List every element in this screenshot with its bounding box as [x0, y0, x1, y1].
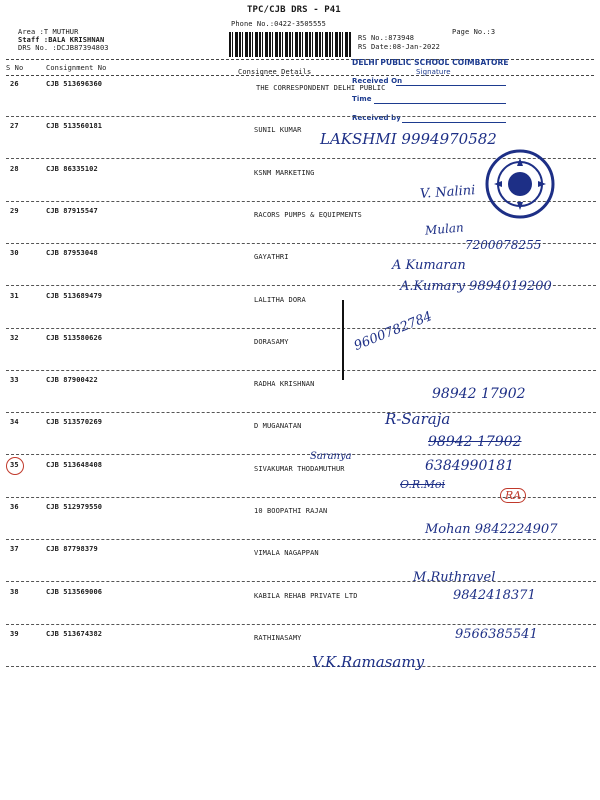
handwriting-row-28: V. Nalini: [419, 183, 476, 202]
row-consignee: LALITHA DORA: [254, 296, 306, 304]
company-seal-icon: [484, 148, 556, 220]
row-divider: [6, 624, 596, 625]
row-consignment-no: CJB 513689479: [46, 292, 103, 300]
handwriting-row-37-b: 9842418371: [453, 588, 536, 603]
row-consignee: THE CORRESPONDENT DELHI PUBLIC: [256, 84, 386, 92]
row-sno: 28: [10, 165, 19, 173]
stamp-school-name: DELHI PUBLIC SCHOOL COIMBATORE: [352, 58, 509, 67]
row-sno: 39: [10, 630, 19, 638]
stamp-received-on: Received On: [352, 77, 403, 85]
bracket-mark: [334, 300, 344, 380]
staff-label: Staff :BALA KRISHNAN: [18, 36, 105, 44]
row-consignee: KABILA REHAB PRIVATE LTD: [254, 592, 358, 600]
row-divider: [6, 370, 596, 371]
row-consignee: VIMALA NAGAPPAN: [254, 549, 319, 557]
row-consignment-no: CJB 87915547: [46, 207, 98, 215]
row-consignment-no: CJB 86335102: [46, 165, 98, 173]
row-sno: 33: [10, 376, 19, 384]
handwriting-row-35-mark: RA: [500, 488, 526, 503]
row-consignee: RACORS PUMPS & EQUIPMENTS: [254, 211, 362, 219]
row-divider: [6, 666, 596, 667]
row-consignee: RADHA KRISHNAN: [254, 380, 315, 388]
row-sno: 34: [10, 418, 19, 426]
row-consignment-no: CJB 513648408: [46, 461, 103, 469]
handwriting-row-29-name: Mulan: [424, 220, 465, 238]
row-divider: [6, 328, 596, 329]
handwriting-row-34-b: 98942 17902: [428, 434, 522, 450]
row-consignee: DORASAMY: [254, 338, 289, 346]
row-consignment-no: CJB 87953048: [46, 249, 98, 257]
handwriting-row-37-a: M.Ruthravel: [413, 570, 496, 585]
drs-number: DRS No. :DCJB87394803: [18, 44, 109, 52]
row-sno: 36: [10, 503, 19, 511]
row-consignee: GAYATHRI: [254, 253, 289, 261]
row-consignee: SUNIL KUMAR: [254, 126, 302, 134]
handwriting-row-38: 9566385541: [455, 627, 538, 642]
row-consignee: 10 BOOPATHI RAJAN: [254, 507, 328, 515]
rs-date: RS Date:08-Jan-2022: [358, 43, 440, 51]
row-sno: 29: [10, 207, 19, 215]
handwriting-row-39: V.K.Ramasamy: [312, 653, 425, 671]
row-sno: 26: [10, 80, 19, 88]
rs-number: RS No.:873948: [358, 34, 415, 42]
handwriting-row-34-d: 6384990181: [425, 458, 515, 474]
handwriting-row-34-c: Saranya: [310, 451, 352, 462]
row-consignment-no: CJB 512979550: [46, 503, 103, 511]
row-divider: [6, 581, 596, 582]
area-label: Area :T MUTHUR: [18, 28, 79, 36]
handwriting-row-29-phone: 7200078255: [465, 238, 542, 252]
row-consignment-no: CJB 87900422: [46, 376, 98, 384]
row-divider: [6, 454, 596, 455]
row-divider: [6, 412, 596, 413]
row-sno: 31: [10, 292, 19, 300]
row-consignment-no: CJB 513580626: [46, 334, 103, 342]
column-consignee: Consignee Details: [238, 68, 312, 76]
row-divider: [6, 539, 596, 540]
row-consignee: RATHINASAMY: [254, 634, 302, 642]
handwriting-row-30-b: A.Kumary 9894019200: [400, 279, 552, 294]
row-consignment-no: CJB 513560181: [46, 122, 103, 130]
barcode: [229, 32, 351, 57]
row-sno: 35: [10, 461, 19, 469]
column-consignment: Consignment No: [46, 64, 107, 72]
row-highlight-circle: [6, 457, 24, 475]
handwriting-row-27: LAKSHMI 9994970582: [320, 130, 497, 148]
row-consignment-no: CJB 513569006: [46, 588, 103, 596]
row-consignment-no: CJB 513696360: [46, 80, 103, 88]
row-consignee: SIVAKUMAR THODAMUTHUR: [254, 465, 345, 473]
handwriting-row-31: 9600782784: [352, 309, 435, 354]
row-sno: 30: [10, 249, 19, 257]
row-consignment-no: CJB 513674382: [46, 630, 103, 638]
row-sno: 38: [10, 588, 19, 596]
row-sno: 32: [10, 334, 19, 342]
row-consignee: KSNM MARKETING: [254, 169, 315, 177]
row-sno: 27: [10, 122, 19, 130]
phone-number: Phone No.:0422-3505555: [231, 20, 326, 28]
handwriting-row-36: Mohan 9842224907: [425, 522, 558, 537]
row-divider: [6, 116, 596, 117]
stamp-received-by: Received by: [352, 114, 401, 122]
handwriting-row-35: O.R.Moi: [400, 478, 446, 491]
stamp-time: Time: [352, 95, 372, 103]
document-title: TPC/CJB DRS - P41: [247, 5, 341, 15]
row-consignee: D MUGANATAN: [254, 422, 302, 430]
page-number: Page No.:3: [452, 28, 496, 36]
handwriting-row-34-a: R-Saraja: [385, 410, 451, 428]
column-sno: S No: [6, 64, 24, 72]
handwriting-row-33: 98942 17902: [432, 386, 526, 402]
row-consignment-no: CJB 87798379: [46, 545, 98, 553]
handwriting-row-30-a: A Kumaran: [392, 258, 466, 273]
row-sno: 37: [10, 545, 19, 553]
stamp-signature-label: Signature: [416, 68, 451, 76]
row-consignment-no: CJB 513570269: [46, 418, 103, 426]
